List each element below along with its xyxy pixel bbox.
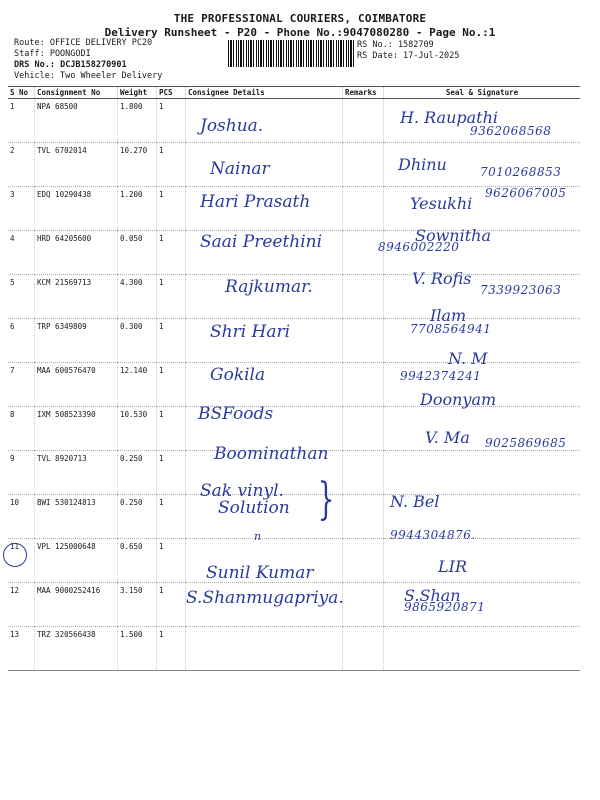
cell-remarks [343,319,384,363]
cell-consignment: EDQ 10290438 [35,187,118,231]
cell-consignment: MAA 9000252416 [35,583,118,627]
cell-consignment: NPA 68500 [35,99,118,143]
cell-pcs: 1 [157,187,186,231]
cell-weight: 10.270 [118,143,157,187]
mark-row-11: n [254,530,262,543]
cell-consignment: TVL 8920713 [35,451,118,495]
vehicle: Vehicle: Two Wheeler Delivery [14,71,163,81]
cell-consignment: MAA 600576470 [35,363,118,407]
sheet-info-right [357,40,459,62]
handwritten-consignee: Hari Prasath [200,191,311,212]
handwritten-phone: 9944304876. [390,528,476,542]
col-consignee: Consignee Details [186,87,343,99]
cell-sno: 8 [8,407,35,451]
handwritten-signature: Yesukhi [410,193,473,213]
cell-sno: 2 [8,143,35,187]
cell-remarks [343,143,384,187]
cell-pcs: 1 [157,231,186,275]
cell-signature [384,451,581,495]
table-row [8,495,580,539]
cell-sno: 4 [8,231,35,275]
col-signature: Seal & Signature [384,87,581,99]
cell-pcs: 1 [157,451,186,495]
cell-remarks [343,363,384,407]
handwritten-signature: V. Ma [425,428,470,448]
brace-mark: } [317,474,335,525]
handwritten-phone: 8946002220 [378,240,460,255]
row-12-circle-mark [3,543,27,567]
cell-sno: 1 [8,99,35,143]
handwritten-phone: 7339923063 [480,283,562,298]
cell-weight: 0.250 [118,451,157,495]
cell-weight: 12.140 [118,363,157,407]
cell-consignment: BWI 530124813 [35,495,118,539]
cell-pcs: 1 [157,143,186,187]
cell-weight: 1.800 [118,99,157,143]
cell-pcs: 1 [157,539,186,583]
cell-weight: 10.530 [118,407,157,451]
rs-number: RS No.: 1582709 [357,40,434,50]
cell-consignment: TVL 6702014 [35,143,118,187]
cell-sno: 9 [8,451,35,495]
cell-sno: 12 [8,583,35,627]
handwritten-phone: 9865920871 [404,599,486,614]
cell-pcs: 1 [157,319,186,363]
handwritten-signature: V. Rofis [412,269,472,289]
cell-remarks [343,627,384,671]
drs-label: DRS No.: [14,60,55,70]
handwritten-phone: 7010268853 [480,164,562,179]
handwritten-signature: Doonyam [420,389,497,409]
col-sno: S No [8,87,35,99]
cell-signature [384,539,581,583]
cell-remarks [343,495,384,539]
handwritten-signature: H. Raupathi [400,108,499,127]
col-remarks: Remarks [343,87,384,99]
barcode [228,40,354,67]
handwritten-signature: N. Bel [390,492,440,511]
handwritten-signature: LIR [438,556,467,576]
cell-sno: 7 [8,363,35,407]
handwritten-phone: 9362068568 [470,124,552,138]
handwritten-signature: Ilam [430,306,467,325]
route: Route: OFFICE DELIVERY PC20 [14,38,153,48]
cell-consignment: TRP 6349809 [35,319,118,363]
cell-sno: 13 [8,627,35,671]
cell-remarks [343,583,384,627]
handwritten-signature: Dhinu [398,154,447,174]
cell-consignment: IXM 508523390 [35,407,118,451]
cell-remarks [343,275,384,319]
handwritten-signature: Sownitha [415,226,491,246]
handwritten-consignee: Gokila [210,364,266,385]
table-row [8,319,580,363]
cell-pcs: 1 [157,495,186,539]
cell-sno: 11 [8,539,35,583]
handwritten-signature: S.Shan [404,585,461,605]
col-weight: Weight [118,87,157,99]
cell-weight: 4.300 [118,275,157,319]
cell-weight: 1.500 [118,627,157,671]
handwritten-consignee: Rajkumar. [225,277,313,298]
company-name: THE PROFESSIONAL COURIERS, COIMBATORE [173,12,427,25]
cell-pcs: 1 [157,583,186,627]
handwritten-signature: N. M [448,348,488,368]
cell-consignment: TRZ 320566438 [35,627,118,671]
drs-number: DCJB158270901 [60,60,127,70]
cell-remarks [343,539,384,583]
handwritten-consignee: Sak vinyl. [200,481,284,502]
cell-pcs: 1 [157,407,186,451]
cell-weight: 3.150 [118,583,157,627]
handwritten-consignee: Joshua. [200,116,264,136]
handwritten-consignee: Boominathan [214,444,329,465]
handwritten-consignee: Solution [218,498,290,518]
cell-sno: 6 [8,319,35,363]
cell-pcs: 1 [157,99,186,143]
handwritten-consignee: Shri Hari [210,322,291,342]
cell-weight: 1.200 [118,187,157,231]
cell-remarks [343,99,384,143]
handwritten-phone: 9942374241 [400,368,482,383]
table-header [8,87,580,99]
rs-date: RS Date: 17-Jul-2025 [357,51,460,61]
cell-weight: 0.250 [118,495,157,539]
cell-consignment: VPL 125000648 [35,539,118,583]
handwritten-phone: 9626067005 [485,185,567,200]
cell-remarks [343,451,384,495]
cell-sno: 10 [8,495,35,539]
cell-sno: 5 [8,275,35,319]
cell-weight: 0.650 [118,539,157,583]
cell-pcs: 1 [157,627,186,671]
runsheet-title: Delivery Runsheet - P20 - Phone No.:9047080280 - Page No.:1 [104,26,496,39]
handwritten-consignee: Sunil Kumar [206,562,314,583]
cell-weight: 0.050 [118,231,157,275]
cell-remarks [343,187,384,231]
handwritten-consignee: BSFoods [198,403,274,424]
col-pcs: PCS [157,87,186,99]
handwritten-phone: 7708564941 [410,322,492,336]
staff: Staff: POONGODI [14,49,91,59]
cell-sno: 3 [8,187,35,231]
cell-pcs: 1 [157,363,186,407]
cell-signature [384,627,581,671]
cell-pcs: 1 [157,275,186,319]
cell-consignment: HRD 64205600 [35,231,118,275]
cell-remarks [343,407,384,451]
col-consignment: Consignment No [35,87,118,99]
handwritten-consignee: Nainar [210,158,270,179]
table-row [8,627,580,671]
cell-consignment: KCM 21569713 [35,275,118,319]
cell-consignee [186,627,343,671]
cell-weight: 0.300 [118,319,157,363]
handwritten-consignee: Saai Preethini [200,232,323,253]
handwritten-consignee: S.Shanmugapriya. [186,587,344,608]
handwritten-phone: 9025869685 [485,436,567,451]
sheet-info-left [14,38,162,82]
